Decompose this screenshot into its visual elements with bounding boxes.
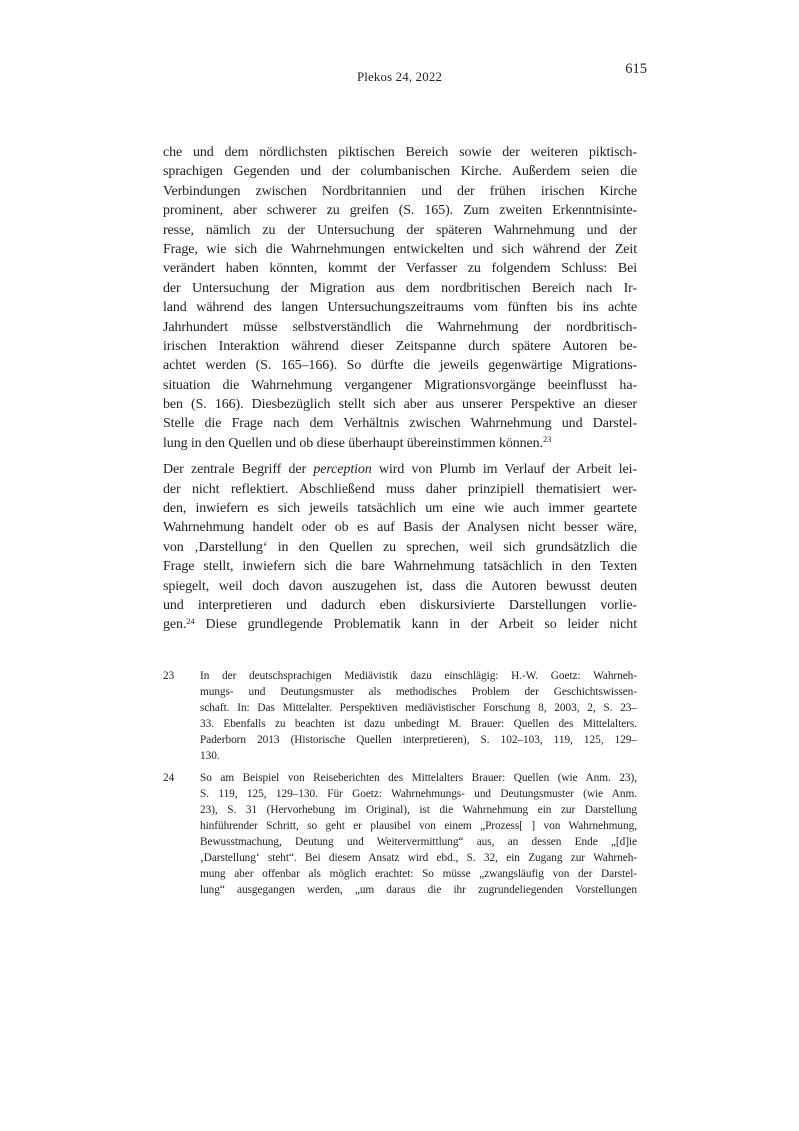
footnote-number: 23 <box>163 670 175 682</box>
text-segment: den, inwiefern es sich jeweils tatsächlich um eine wie auch immer geartete <box>163 501 637 517</box>
footnote-ref: 24 <box>186 615 195 626</box>
text-segment: irischen Interaktion während dieser Zeitspanne durch spätere Autoren be- <box>163 338 637 354</box>
footnote-number: 24 <box>163 772 175 784</box>
text-line <box>163 434 637 453</box>
text-segment: S. 119, 125, 129–130. Für Goetz: Wahrnehmungs- und Deutungsmuster (wie Anm. <box>200 788 637 800</box>
text-segment: che und dem nördlichsten piktischen Bereich sowie der weiteren piktisch- <box>163 145 637 160</box>
text-segment: ben (S. 166). Diesbezüglich stellt sich aber aus unserer Perspektive an dieser <box>163 397 637 413</box>
text-segment: und interpretieren und dadurch eben diskursivierte Darstellungen vorlie- <box>163 597 637 613</box>
text-segment: Bewusstmachung, Deutung und Weitervermittlung“ aus, an dessen Ende „[d]ie <box>200 836 637 848</box>
text-line <box>163 376 637 395</box>
text-line <box>163 337 637 356</box>
footnote <box>163 770 637 898</box>
text-line <box>163 279 637 298</box>
text-segment: der Untersuchung der Migration aus dem nordbritischen Bereich nach Ir- <box>163 280 637 296</box>
footnote-text <box>200 770 637 898</box>
text-segment: hinführender Schritt, so geht er plausibel von einem „Prozess[ ] von Wahrnehmung, <box>200 820 637 832</box>
text-segment: 23), S. 31 (Hervorhebung im Original), ist die Wahrnehmung ein zur Darstellung <box>200 804 637 816</box>
text-segment: Diese grundlegende Problematik kann in der Arbeit so leider nicht <box>194 617 637 633</box>
journal-title: Plekos 24, 2022 <box>356 70 443 84</box>
text-segment: gen. <box>163 617 187 633</box>
text-segment: 33. Ebenfalls zu beachten ist dazu unbedingt M. Brauer: Quellen des Mittelalters. <box>200 718 637 730</box>
text-line <box>200 700 637 716</box>
text-line <box>200 882 637 898</box>
text-line <box>200 748 637 764</box>
text-line <box>163 221 637 240</box>
text-segment: spiegelt, weil doch davon auszugehen ist, dass die Autoren bewusst deuten <box>163 578 637 594</box>
text-segment: In der deutschsprachigen Mediävistik dazu einschlägig: H.-W. Goetz: Wahrneh- <box>200 670 637 682</box>
text-segment: land während des langen Untersuchungszeitraums vom fünften bis ins achte <box>163 300 637 316</box>
text-line <box>163 557 637 576</box>
text-line <box>200 716 637 732</box>
text-line <box>163 356 637 375</box>
text-line <box>200 850 637 866</box>
text-segment: schaft. In: Das Mittelalter. Perspektiven mediävistischer Forschung 8, 2003, 2, S. 23– <box>200 702 637 714</box>
text-segment: wird von Plumb im Verlauf der Arbeit lei- <box>371 462 637 478</box>
text-line <box>163 143 637 162</box>
text-segment: sprachigen Gegenden und der columbanischen Kirche. Außerdem seien die <box>163 164 637 180</box>
italic-term: perception <box>313 462 372 478</box>
text-segment: prominent, aber schwerer zu greifen (S. 165). Zum zweiten Erkenntnisinte- <box>163 203 637 219</box>
text-segment: mung aber offenbar als möglich erachtet: So müsse „zwangsläufig von der Darstel- <box>200 868 637 880</box>
text-segment: Frage stellt, inwiefern sich die bare Wahrnehmung tatsächlich in den Texten <box>163 559 637 575</box>
footnotes-section <box>163 668 637 904</box>
text-line <box>200 668 637 684</box>
main-text <box>163 143 637 635</box>
text-line <box>163 395 637 414</box>
text-line <box>163 162 637 181</box>
text-segment: der nicht reflektiert. Abschließend muss daher prinzipiell thematisiert wer- <box>163 481 637 497</box>
text-line <box>200 786 637 802</box>
text-segment: von ‚Darstellung‘ in den Quellen zu sprechen, weil sich grundsätzlich die <box>163 539 637 555</box>
text-line <box>163 460 637 479</box>
text-line <box>200 684 637 700</box>
text-line <box>163 615 637 634</box>
text-line <box>163 298 637 317</box>
text-segment: lung“ ausgegangen werden, „um daraus die ihr zugrundeliegenden Vorstellungen <box>200 884 637 896</box>
text-line <box>163 201 637 220</box>
text-segment: verändert haben könnten, kommt der Verfasser zu folgendem Schluss: Bei <box>163 261 637 277</box>
text-segment: achtet werden (S. 165–166). So dürfte die jeweils gegenwärtige Migrations- <box>163 358 637 374</box>
text-segment: Jahrhundert müsse selbstverständlich die Wahrnehmung der nordbritisch- <box>163 319 637 335</box>
text-line <box>200 866 637 882</box>
text-segment: mungs- und Deutungsmuster als methodisches Problem der Geschichtswissen- <box>200 686 637 698</box>
text-line <box>200 834 637 850</box>
page-number: 615 <box>625 61 647 77</box>
text-line <box>163 259 637 278</box>
text-segment: resse, nämlich zu der Untersuchung der späteren Wahrnehmung und der <box>163 222 637 238</box>
text-line <box>163 182 637 201</box>
paragraph <box>163 143 637 453</box>
text-line <box>163 518 637 537</box>
text-line <box>163 480 637 499</box>
text-line <box>163 240 637 259</box>
text-segment: So am Beispiel von Reiseberichten des Mittelalters Brauer: Quellen (wie Anm. 23), <box>200 772 637 784</box>
text-line <box>200 732 637 748</box>
text-line <box>200 802 637 818</box>
text-segment: Paderborn 2013 (Historische Quellen interpretieren), S. 102–103, 119, 125, 129– <box>200 734 637 746</box>
text-line <box>163 318 637 337</box>
text-segment: Frage, wie sich die Wahrnehmungen entwickelten und sich während der Zeit <box>163 241 637 257</box>
text-line <box>163 596 637 615</box>
text-segment: Stelle die Frage nach dem Verhältnis zwischen Wahrnehmung und Darstel- <box>163 416 637 432</box>
text-segment: lung in den Quellen und ob diese überhaupt übereinstimmen können. <box>163 435 543 451</box>
text-segment: Der zentrale Begriff der <box>163 462 314 478</box>
paragraph <box>163 460 637 635</box>
text-line <box>163 414 637 433</box>
text-line <box>163 538 637 557</box>
footnote-text <box>200 668 637 764</box>
footnote <box>163 668 637 764</box>
text-line <box>163 577 637 596</box>
text-line <box>163 499 637 518</box>
text-line <box>200 770 637 786</box>
text-segment: situation die Wahrnehmung vergangener Migrationsvorgänge beeinflusst ha- <box>163 377 637 393</box>
text-segment: Verbindungen zwischen Nordbritannien und der frühen irischen Kirche <box>163 183 637 199</box>
text-segment: Wahrnehmung handelt oder ob es auf Basis der Analysen nicht besser wäre, <box>163 520 637 536</box>
footnote-ref: 23 <box>542 434 552 445</box>
text-line <box>200 818 637 834</box>
text-segment: ‚Darstellung‘ steht“. Bei diesem Ansatz wird ebd., S. 32, ein Zugang zur Wahrneh- <box>200 852 637 864</box>
text-segment: 130. <box>200 750 220 762</box>
